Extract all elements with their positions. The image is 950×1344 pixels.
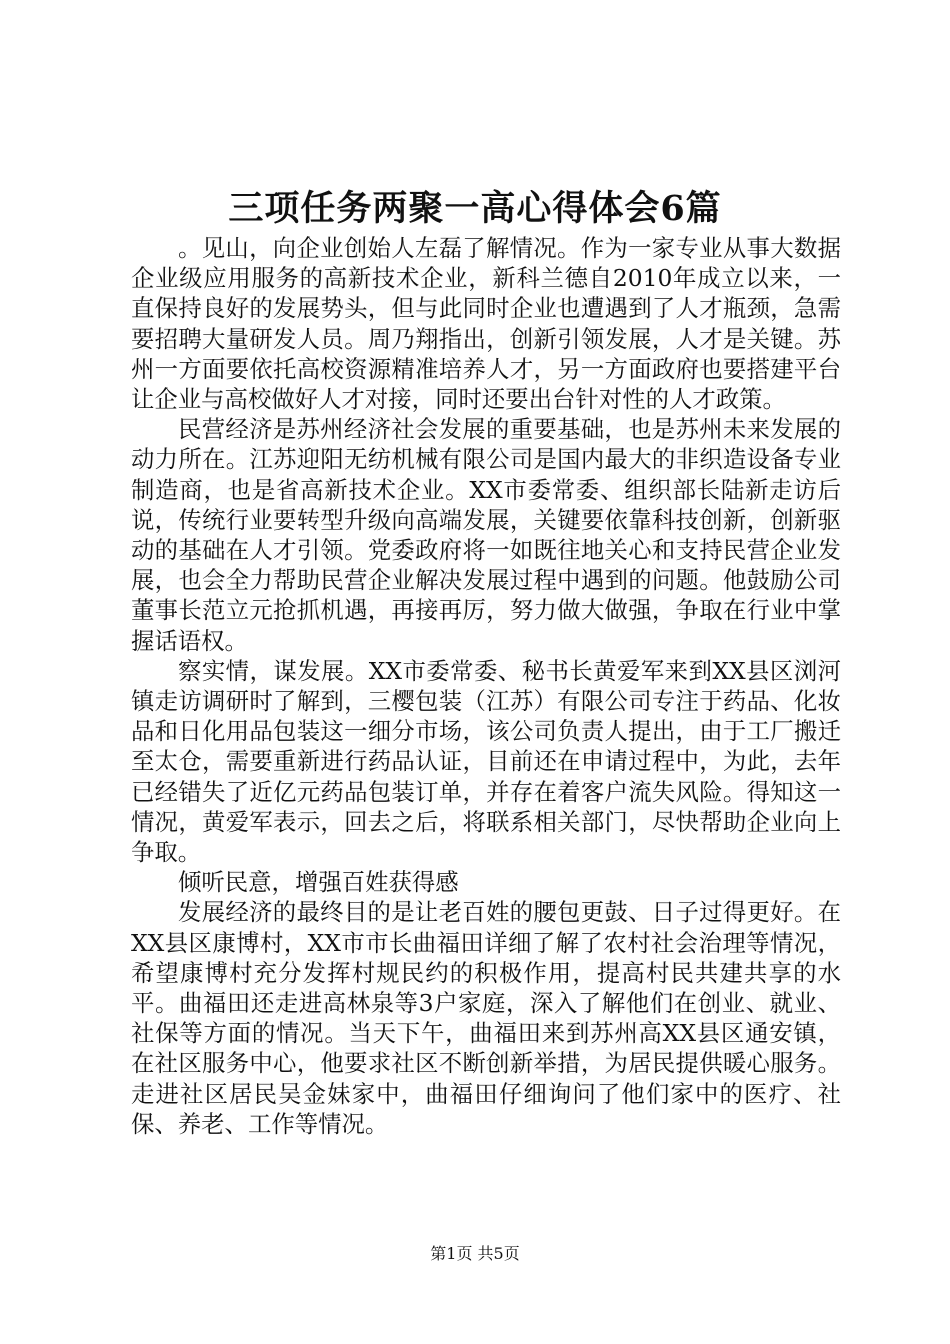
document-body [131, 233, 841, 1139]
page-footer: 第1页 共5页 [430, 1244, 520, 1263]
document-title: 三项任务两聚一高心得体会6篇 [228, 188, 722, 229]
paragraph-3: 察实情，谋发展。XX市委常委、秘书长黄爱军来到XX县区浏河镇走访调研时了解到，三樱包装（江苏）有限公司专注于药品、化妆品和日化用品包装这一细分市场，该公司负责人提出，由于工厂搬迁至太仓，需要重新进行药品认证，目前还在申请过程中，为此，去年已经错失了近亿元药品包装订单，并存在着客户流失风险。得知这一情况，黄爱军表示，回去之后，将联系相关部门，尽快帮助企业向上争取。 [131, 656, 841, 867]
paragraph-2: 民营经济是苏州经济社会发展的重要基础，也是苏州未来发展的动力所在。江苏迎阳无纺机械有限公司是国内最大的非织造设备专业制造商，也是省高新技术企业。XX市委常委、组织部长陆新走访后说，传统行业要转型升级向高端发展，关键要依靠科技创新，创新驱动的基础在人才引领。党委政府将一如既往地关心和支持民营企业发展，也会全力帮助民营企业解决发展过程中遇到的问题。他鼓励公司董事长范立元抢抓机遇，再接再厉，努力做大做强，争取在行业中掌握话语权。 [131, 415, 841, 655]
section-heading: 倾听民意，增强百姓获得感 [178, 868, 459, 897]
paragraph-4: 发展经济的最终目的是让老百姓的腰包更鼓、日子过得更好。在XX县区康博村，XX市市长曲福田详细了解了农村社会治理等情况，希望康博村充分发挥村规民约的积极作用，提高村民共建共享的水平。曲福田还走进高林泉等3户家庭，深入了解他们在创业、就业、社保等方面的情况。当天下午，曲福田来到苏州高XX县区通安镇，在社区服务中心，他要求社区不断创新举措，为居民提供暖心服务。走进社区居民吴金妹家中，曲福田仔细询问了他们家中的医疗、社保、养老、工作等情况。 [131, 898, 841, 1138]
paragraph-1: 。见山，向企业创始人左磊了解情况。作为一家专业从事大数据企业级应用服务的高新技术企业，新科兰德自2010年成立以来，一直保持良好的发展势头，但与此同时企业也遭遇到了人才瓶颈，急需要招聘大量研发人员。周乃翔指出，创新引领发展，人才是关键。苏州一方面要依托高校资源精准培养人才，另一方面政府也要搭建平台让企业与高校做好人才对接，同时还要出台针对性的人才政策。 [131, 234, 841, 414]
